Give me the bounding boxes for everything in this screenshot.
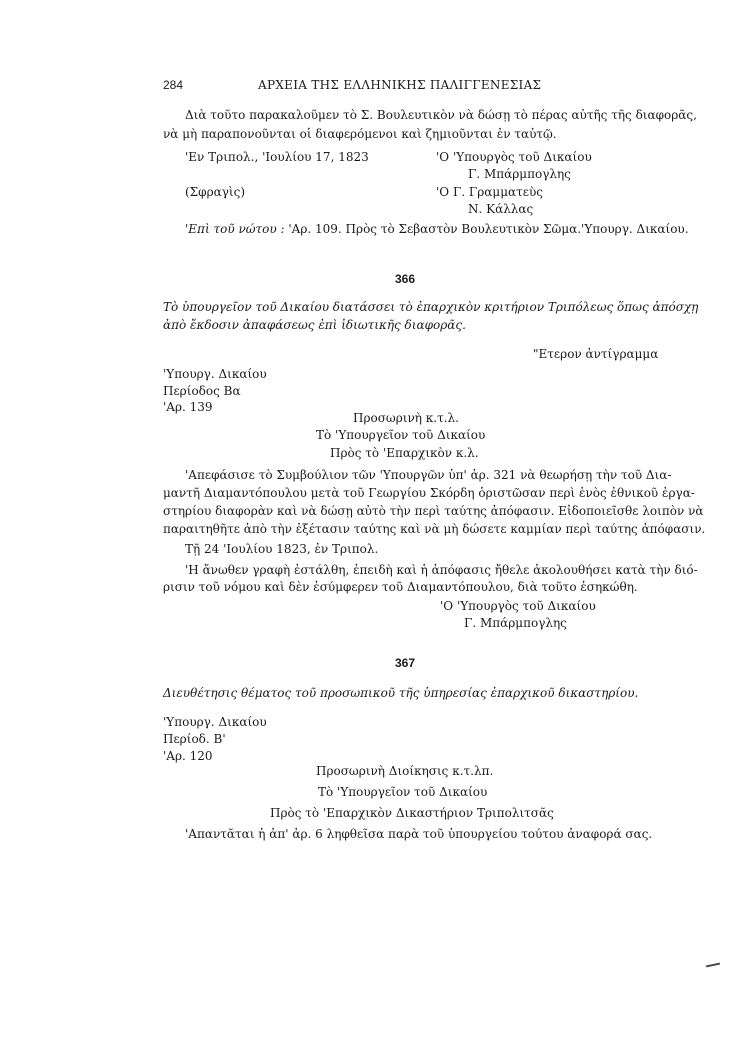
doc366-summary-line-2: ἀπὸ ἔκδοσιν ἀπαφάσεως ἐπὶ ἰδιωτικῆς διαφορᾶς.: [163, 318, 466, 332]
continuation-date: 'Εν Τριπολ., 'Ιουλίου 17, 1823: [185, 150, 369, 164]
doc366-heading-1: Προσωρινὴ κ.τ.λ.: [353, 411, 459, 425]
doc366-period: Περίοδος Βα: [163, 384, 241, 398]
document-number-366: 366: [395, 272, 416, 286]
doc367-reference: 'Αρ. 120: [163, 749, 213, 763]
endorsement-label: 'Επὶ τοῦ νώτου :: [185, 222, 285, 236]
doc366-heading-3: Πρὸς τὸ 'Επαρχικὸν κ.λ.: [330, 446, 479, 460]
doc366-note-line-2: ρισιν τοῦ νόμου καὶ δὲν ἐσύμφερεν τοῦ Διαμαντόπουλου, διὰ τοῦτο ἐσηκώθη.: [163, 580, 638, 594]
doc366-summary-line-1: Τὸ ὑπουργεῖον τοῦ Δικαίου διατάσσει τὸ ἐπαρχικὸν κριτήριον Τριπόλεως ὅπως ἀπόσχῃ: [163, 300, 699, 314]
doc367-ministry: 'Υπουργ. Δικαίου: [163, 715, 267, 729]
running-title: ΑΡΧΕΙΑ ΤΗΣ ΕΛΛΗΝΙΚΗΣ ΠΑΛΙΓΓΕΝΕΣΙΑΣ: [258, 78, 542, 92]
scan-mark: [706, 963, 720, 968]
doc366-signer-name: Γ. Μπάρμπογλης: [464, 616, 567, 630]
doc366-date: Τῇ 24 'Ιουλίου 1823, ἐν Τριπολ.: [185, 542, 379, 556]
signer-1-name: Γ. Μπάρμπογλης: [468, 167, 571, 181]
doc366-heading-2: Τὸ 'Υπουργεῖον τοῦ Δικαίου: [316, 428, 486, 442]
signer-2-title: 'Ο Γ. Γραμματεὺς: [436, 185, 543, 199]
seal-note: (Σφραγὶς): [185, 185, 246, 199]
endorsement: [185, 222, 689, 237]
doc366-body-line-3: στηρίου διαφορὰν καὶ νὰ δώσῃ αὐτὸ τὴν περὶ ταύτης ἀπόφασιν. Εἰδοποιεῖσθε λοιπὸν νὰ: [163, 504, 704, 518]
doc366-signer-title: 'Ο 'Υπουργὸς τοῦ Δικαίου: [440, 599, 596, 613]
doc367-body-line-1: 'Απαντᾶται ἡ ἀπ' ἀρ. 6 ληφθεῖσα παρὰ τοῦ ὑπουργείου τούτου ἀναφορά σας.: [185, 827, 653, 841]
doc367-heading-1: Προσωρινὴ Διοίκησις κ.τ.λπ.: [316, 764, 494, 778]
doc366-reference: 'Αρ. 139: [163, 400, 213, 414]
doc367-heading-3: Πρὸς τὸ 'Επαρχικὸν Δικαστήριον Τριπολιτσᾶς: [270, 806, 554, 820]
document-number-367: 367: [395, 656, 416, 670]
doc367-period: Περίοδ. Β': [163, 732, 226, 746]
doc366-body-line-1: 'Απεφάσισε τὸ Συμβούλιον τῶν 'Υπουργῶν ὑπ' ἀρ. 321 νὰ θεωρήσῃ τὴν τοῦ Δια-: [185, 468, 672, 482]
continuation-line-1: Διὰ τοῦτο παρακαλοῦμεν τὸ Σ. Βουλευτικὸν νὰ δώσῃ τὸ πέρας αὐτῆς τῆς διαφορᾶς,: [185, 108, 697, 122]
doc366-copy-note: "Ετερον ἀντίγραμμα: [533, 347, 659, 361]
signer-1-title: 'Ο 'Υπουργὸς τοῦ Δικαίου: [436, 150, 592, 164]
doc366-body-line-2: μαντῆ Διαμαντόπουλου μετὰ τοῦ Γεωργίου Σκόρδη ὁριστῶσαν περὶ ἑνὸς ἐθνικοῦ ἐργα-: [163, 486, 695, 500]
doc367-heading-2: Τὸ 'Υπουργεῖον τοῦ Δικαίου: [318, 785, 488, 799]
doc367-summary: Διευθέτησις θέματος τοῦ προσωπικοῦ τῆς ὑπηρεσίας ἐπαρχικοῦ δικαστηρίου.: [163, 686, 639, 700]
endorsement-text: 'Αρ. 109. Πρὸς τὸ Σεβαστὸν Βουλευτικὸν Σῶμα.'Υπουργ. Δικαίου.: [288, 222, 689, 236]
signer-2-name: Ν. Κάλλας: [468, 202, 534, 216]
doc366-note-line-1: 'Η ἄνωθεν γραφὴ ἐστάλθη, ἐπειδὴ καὶ ἡ ἀπόφασις ἤθελε ἀκολουθήσει κατὰ τὴν διό-: [185, 563, 698, 577]
doc366-ministry: 'Υπουργ. Δικαίου: [163, 367, 267, 381]
continuation-line-2: νὰ μὴ παραπονοῦνται οἱ διαφερόμενοι καὶ ζημιοῦνται ἐν ταὐτῷ.: [163, 127, 557, 141]
doc366-body-line-4: παραιτηθῆτε ἀπὸ τὴν ἐξέτασιν ταύτης καὶ νὰ μὴ δώσετε καμμίαν περὶ ταύτης ἀπόφασιν.: [163, 522, 706, 536]
page-number: 284: [163, 78, 184, 92]
